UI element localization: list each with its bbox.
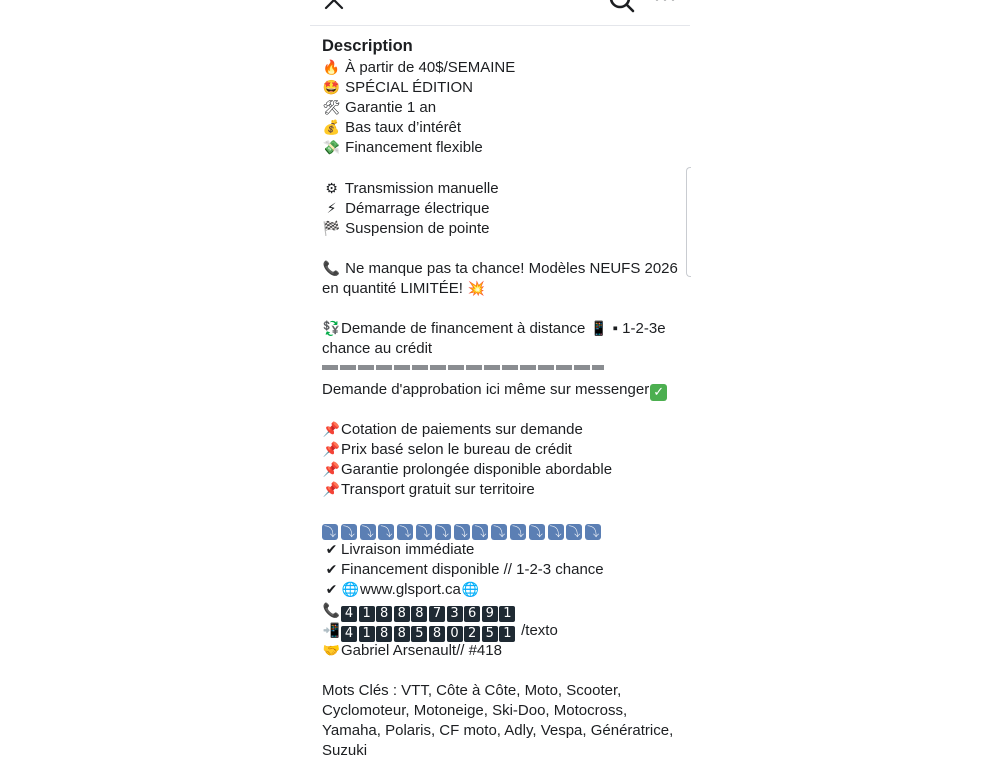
pushpin-icon: 📌	[322, 420, 341, 440]
listing-screen	[310, 0, 690, 750]
website-link[interactable]: www.glsport.ca	[360, 581, 461, 598]
fire-icon: 🔥	[322, 58, 341, 78]
description-line: 💱Demande de financement à distance 📱 ▪ 1-2-3e	[322, 319, 682, 339]
search-icon[interactable]	[608, 0, 636, 14]
blank-line	[322, 500, 682, 520]
digit-keycap: 1	[359, 626, 375, 642]
digit-keycap: 5	[482, 626, 498, 642]
phone-icon: 📞	[322, 601, 341, 621]
description-line	[322, 580, 682, 600]
description-line: chance au crédit	[322, 339, 682, 359]
digit-keycap: 1	[499, 626, 515, 642]
check-icon: ✔	[322, 560, 341, 580]
separator-bar	[322, 365, 604, 370]
blank-line	[322, 400, 682, 420]
digit-keycap: 2	[464, 626, 480, 642]
digit-keycap: 8	[411, 606, 427, 622]
globe-icon: 🌐	[461, 580, 480, 600]
arrow-down-icon: ⤵	[566, 524, 582, 540]
description-line: en quantité LIMITÉE! 💥	[322, 279, 682, 299]
keywords-line: Yamaha, Polaris, CF moto, Adly, Vespa, Génératrice,	[322, 721, 682, 741]
digit-keycap: 4	[341, 606, 357, 622]
star-struck-icon: 🤩	[322, 78, 341, 98]
tools-icon: 🛠	[322, 98, 341, 118]
top-bar	[310, 0, 690, 26]
money-bag-icon: 💰	[322, 118, 341, 138]
arrow-down-icon: ⤵	[585, 524, 601, 540]
description-line: 📌Garantie prolongée disponible abordable	[322, 460, 682, 480]
collision-icon: 💥	[467, 279, 486, 299]
description-line: 📌Prix basé selon le bureau de crédit	[322, 440, 682, 460]
description-line: ✔ Financement disponible // 1-2-3 chance	[322, 560, 682, 580]
description-line: 🤩 SPÉCIAL ÉDITION	[322, 78, 682, 98]
arrow-down-icon: ⤵	[397, 524, 413, 540]
arrow-down-icon: ⤵	[322, 524, 338, 540]
pushpin-icon: 📌	[322, 480, 341, 500]
digit-keycap: 8	[376, 626, 392, 642]
arrow-down-icon: ⤵	[491, 524, 507, 540]
mobile-phone-icon: 📱	[590, 319, 609, 339]
digit-keycap: 8	[394, 626, 410, 642]
phone-line	[322, 601, 682, 621]
currency-exchange-icon: 💱	[322, 319, 341, 339]
globe-icon: 🌐	[341, 580, 360, 600]
check-icon: ✔	[322, 580, 341, 600]
digit-keycap: 3	[447, 606, 463, 622]
arrow-down-icon: ⤵	[548, 524, 564, 540]
description-line: 💸 Financement flexible	[322, 138, 682, 158]
arrow-down-icon: ⤵	[529, 524, 545, 540]
arrow-down-icon: ⤵	[378, 524, 394, 540]
handshake-icon: 🤝	[322, 641, 341, 661]
description-line: 📌Cotation de paiements sur demande	[322, 420, 682, 440]
description-line: 📌Transport gratuit sur territoire	[322, 480, 682, 500]
blank-line	[322, 239, 682, 259]
pushpin-icon: 📌	[322, 460, 341, 480]
digit-keycap: 0	[447, 626, 463, 642]
blank-line	[322, 158, 682, 178]
check-mark-icon: ✓	[650, 384, 667, 401]
phone-number[interactable]	[341, 602, 517, 619]
description-section	[322, 35, 682, 761]
description-line: ✔ Livraison immédiate	[322, 540, 682, 560]
arrow-down-icon: ⤵	[472, 524, 488, 540]
phone-line: 📲 4 1 8 8 5 8 0 2 5 1 /texto	[322, 621, 682, 641]
lightning-icon: ⚡	[322, 199, 341, 219]
scrollbar[interactable]	[686, 167, 691, 277]
checkered-flag-icon: 🏁	[322, 219, 341, 239]
keywords-line: Suzuki	[322, 741, 682, 761]
separator-line	[322, 359, 682, 379]
keywords-line: Cyclomoteur, Motoneige, Ski-Doo, Motocross,	[322, 701, 682, 721]
keywords-line: Mots Clés : VTT, Côte à Côte, Moto, Scooter,	[322, 681, 682, 701]
text-number[interactable]	[341, 622, 517, 639]
arrow-row	[322, 520, 682, 540]
check-icon: ✔	[322, 540, 341, 560]
arrow-down-icon: ⤵	[416, 524, 432, 540]
digit-keycap: 8	[376, 606, 392, 622]
digit-keycap: 7	[429, 606, 445, 622]
description-line: 💰 Bas taux d’intérêt	[322, 118, 682, 138]
close-icon[interactable]	[322, 0, 346, 12]
gear-icon: ⚙	[322, 179, 341, 199]
mobile-arrow-icon: 📲	[322, 621, 341, 641]
digit-keycap: 9	[482, 606, 498, 622]
pushpin-icon: 📌	[322, 440, 341, 460]
description-line: 🛠 Garantie 1 an	[322, 98, 682, 118]
phone-icon: 📞	[322, 259, 341, 279]
digit-keycap: 4	[341, 626, 357, 642]
digit-keycap: 1	[359, 606, 375, 622]
money-wings-icon: 💸	[322, 138, 341, 158]
digit-keycap: 5	[411, 626, 427, 642]
blank-line	[322, 299, 682, 319]
more-icon[interactable]	[654, 0, 676, 4]
blank-line	[322, 661, 682, 681]
arrow-down-icon: ⤵	[454, 524, 470, 540]
digit-keycap: 8	[429, 626, 445, 642]
description-line: Demande d'approbation ici même sur messenger ✓	[322, 380, 682, 400]
arrow-down-icon: ⤵	[360, 524, 376, 540]
arrow-down-icon: ⤵	[341, 524, 357, 540]
arrow-keys	[322, 520, 604, 540]
digit-keycap: 1	[499, 606, 515, 622]
digit-keycap: 8	[394, 606, 410, 622]
arrow-down-icon: ⤵	[510, 524, 526, 540]
description-line: 🏁 Suspension de pointe	[322, 219, 682, 239]
description-line: ⚡ Démarrage électrique	[322, 199, 682, 219]
bullet-icon: ▪	[613, 320, 618, 337]
description-line: 🔥 À partir de 40$/SEMAINE	[322, 58, 682, 78]
description-heading: Description	[322, 35, 682, 57]
description-line: ⚙ Transmission manuelle	[322, 179, 682, 199]
arrow-down-icon: ⤵	[435, 524, 451, 540]
digit-keycap: 6	[464, 606, 480, 622]
description-line: 🤝Gabriel Arsenault// #418	[322, 641, 682, 661]
description-line: 📞 Ne manque pas ta chance! Modèles NEUFS 2026	[322, 259, 682, 279]
